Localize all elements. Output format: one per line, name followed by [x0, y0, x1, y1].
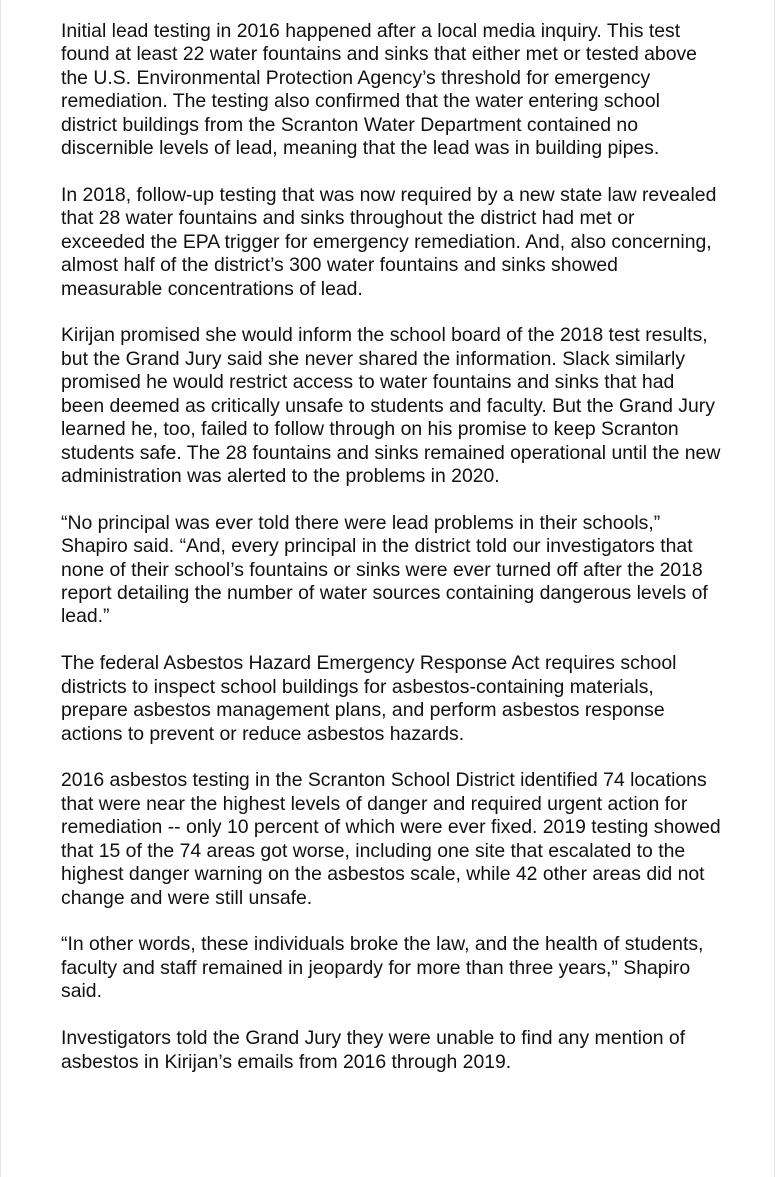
- paragraph-initial-lead-testing: Initial lead testing in 2016 happened after a local media inquiry. This test found at least 22 water fountains and sinks that either met or tested above the U.S. Environmental Protection Agency’s threshold for emergency remediation. The testing also confirmed that the water entering school district buildings from the Scranton Water Department contained no discernible levels of lead, meaning that the lead was in building pipes.: [61, 20, 697, 160]
- paragraph-shapiro-law-quote: “In other words, these individuals broke the law, and the health of students, faculty and staff remained in jeopardy for more than three years,” Shapiro said.: [61, 933, 704, 1003]
- paragraph-investigators-emails: Investigators told the Grand Jury they were unable to find any mention of asbestos in Kirijan’s emails from 2016 through 2019.: [61, 1027, 686, 1073]
- paragraph-shapiro-principal-quote: “No principal was ever told there were lead problems in their schools,” Shapiro said. “And, every principal in the district told our investigators that none of their school’s fountains or sinks were ever turned off after the 2018 report detailing the number of water sources containing dangerous levels of lead.”: [61, 511, 708, 628]
- paragraph-kirijan-promise: Kirijan promised she would inform the school board of the 2018 test results, but the Grand Jury said she never shared the information. Slack similarly promised he would restrict access to water fountains and sinks that had been deemed as critically unsafe to students and faculty. But the Grand Jury learned he, too, failed to follow through on his promise to keep Scranton students safe. The 28 fountains and sinks remained operational until the new administration was alerted to the problems in 2020.: [61, 324, 721, 487]
- paragraph-2018-follow-up-testing: In 2018, follow-up testing that was now required by a new state law revealed that 28 water fountains and sinks throughout the district had met or exceeded the EPA trigger for emergency remediation. And, also concerning, almost half of the district’s 300 water fountains and sinks showed measurable concentrations of lead.: [61, 183, 717, 300]
- paragraph-asbestos-testing: 2016 asbestos testing in the Scranton School District identified 74 locations that were near the highest levels of danger and required urgent action for remediation -- only 10 percent of which were ever fixed. 2019 testing showed that 15 of the 74 areas got worse, including one site that escalated to the highest danger warning on the asbestos scale, while 42 other areas did not change and were still unsafe.: [61, 769, 721, 909]
- article-body: [61, 20, 721, 1097]
- paragraph-asbestos-act: The federal Asbestos Hazard Emergency Response Act requires school districts to inspect school buildings for asbestos-containing materials, prepare asbestos management plans, and perform asbestos response actions to prevent or reduce asbestos hazards.: [61, 652, 677, 745]
